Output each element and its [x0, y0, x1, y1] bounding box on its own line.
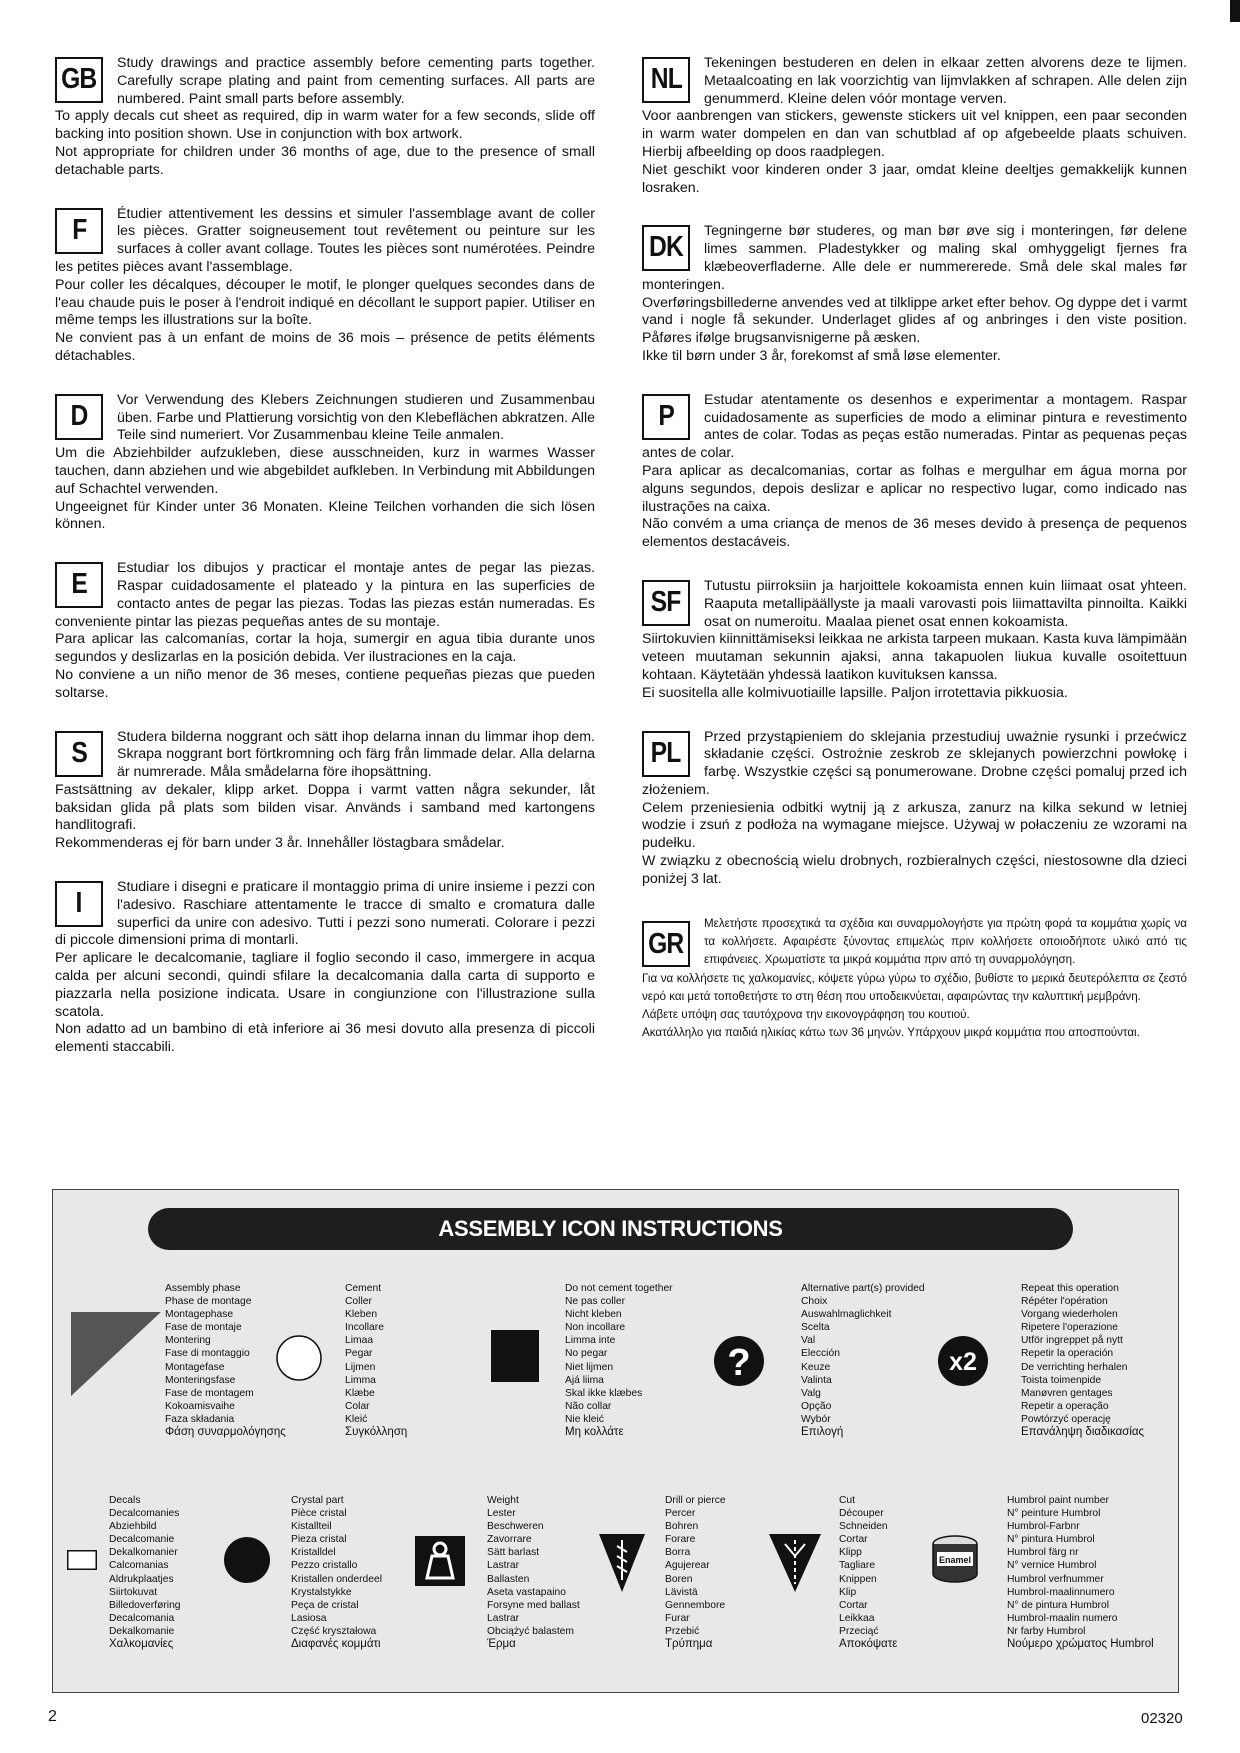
paragraph: Niet geschikt voor kinderen onder 3 jaar, omdat kleine deeltjes gemakkelijk kunnen losraken. — [642, 161, 1187, 196]
legend-repeat-operation: Repeat this operation Répéter l'opération Vorgang wiederholen Ripetere l'operazione Utför ingreppet på nytt Repetir la operación De verrichting herhalen Toista toimenpide Manøvren gentages Repetir a operação Powtórzyć operację Επανάληψη διαδικασίας — [1021, 1283, 1145, 1439]
instructions-column-left — [55, 55, 595, 1083]
legend-do-not-cement: Do not cement together Ne pas coller Nicht kleben Non incollare Limma inte No pegar Niet lijmen Ajá liima Skal ikke klæbes Não collar Nie kleić Μη κολλάτε — [565, 1283, 673, 1439]
paragraph: Vor Verwendung des Klebers Zeichnungen studieren und Zusammenbau üben. Farbe und Plattierung vorsichtig von den Klebeflächen abkratzen. Alle Teile sind numeriert. Vor Zusammenbau kleine Teile anmalen. — [117, 391, 595, 444]
lang-badge-p: P — [642, 394, 690, 440]
paragraph: Não convém a uma criança de menos de 36 meses devido à presença de pequenos elementos destacáveis. — [642, 516, 1187, 551]
legend-crystal-part: Crystal part Pièce cristal Kistallteil Pieza cristal Kristalldel Pezzo cristallo Kristallen onderdeel Krystalstykke Peça de cristal Lasiosa Część kryształowa Διαφανές κομμάτι — [291, 1495, 383, 1651]
lang-badge-nl: NL — [642, 57, 690, 103]
lang-badge-d: D — [55, 394, 103, 440]
paragraph: Λάβετε υπόψη σας ταυτόχρονα την εικονογράφηση του κουτιού. — [642, 1008, 970, 1022]
legend-cut: Cut Découper Schneiden Cortar Klipp Tagliare Knippen Klip Cortar Leikkaa Przeciąć Αποκόψατε — [839, 1495, 898, 1651]
do-not-cement-icon — [491, 1330, 539, 1382]
cut-icon — [769, 1534, 821, 1592]
paragraph: Siirtokuvien kiinnittämiseksi leikkaa ne arkista tarpeen mukaan. Kasta kuva lämpimään veteen muutaman sekunnin ajaksi, anna takapuolen liukua kuvalle osoitettuun kohtaan. Käytetään yhdessä laatikon kuvituksen kanssa. — [642, 631, 1187, 683]
legend-weight: Weight Lester Beschweren Zavorrare Sätt barlast Lastrar Ballasten Aseta vastapaino Forsyne med ballast Lastrar Obciążyć balastem Έρμα — [487, 1495, 580, 1651]
legend-alternative-parts: Alternative part(s) provided Choix Auswahlmaglichkeit Scelta Val Elección Keuze Valinta Valg Opção Wybór Επιλογή — [801, 1283, 925, 1439]
assembly-phase-icon — [71, 1312, 161, 1396]
paragraph: W związku z obecnością wielu drobnych, rozbieralnych części, niestosowne dla dzieci poniżej 3 lat. — [642, 853, 1187, 887]
lang-badge-gr: GR — [642, 921, 690, 967]
lang-badge-sf: SF — [642, 580, 690, 626]
svg-text:?: ? — [727, 1342, 751, 1384]
cement-icon — [275, 1334, 323, 1382]
decal-icon — [67, 1550, 97, 1570]
product-code: 02320 — [1141, 1710, 1183, 1727]
paragraph: Przed przystąpieniem do sklejania przestudiuj uważnie rysunki i przećwicz składanie części. Ostrożnie zeskrob ze sklejanych powierzchni powłokę i farbę. Wszystkie części są ponumerowane. Drobne części pomaluj przed ich złożeniem. — [642, 728, 1187, 798]
lang-block-nl — [642, 55, 1187, 197]
page-number: 2 — [48, 1708, 57, 1725]
paragraph: Para aplicar as decalcomanias, cortar as folhas e mergulhar em água morna por alguns segundos, depois deslizar e aplicar no respectivo lugar, como indicado nas ilustrações na caixa. — [642, 462, 1187, 515]
lang-badge-gb: GB — [55, 57, 103, 103]
paragraph: Estudar atentamente os desenhos e experimentar a montagem. Raspar cuidadosamente as superficies de modo a eliminar pintura e revestimento antes de colar. Todas as peças estão numeradas. Pintar as pequenas peças antes de colar. — [642, 391, 1187, 462]
lang-badge-pl: PL — [642, 731, 690, 777]
lang-block-i — [55, 879, 595, 1057]
lang-block-d — [55, 392, 595, 534]
paragraph: Voor aanbrengen van stickers, gewenste stickers uit vel knippen, een paar seconden in warm water dompelen en dan van schutblad af op afgebeelde plaats schuiven. Hierbij afbeelding op doos raadplegen. — [642, 108, 1187, 160]
lang-block-s — [55, 729, 595, 854]
paragraph: Ακατάλληλο για παιδιά ηλικίας κάτω των 36 μηνών. Υπάρχουν μικρά κομμάτια που αποσπούνται. — [642, 1026, 1140, 1040]
paragraph: Pour coller les décalques, découper le motif, le plonger quelques secondes dans de l'eau chaude puis le poser à l'endroit indiqué en décollant le support papier. Utiliser en même temps les illustrations sur la boîte. — [55, 276, 595, 329]
lang-block-dk — [642, 223, 1187, 365]
lang-badge-e: E — [55, 562, 103, 608]
legend-drill-or-pierce: Drill or pierce Percer Bohren Forare Borra Agujerear Boren Lävistä Gennembore Furar Przebić Τρύπημα — [665, 1495, 726, 1651]
paragraph: Ungeeignet für Kinder unter 36 Monaten. Kleine Teilchen vorhanden die sich lösen können. — [55, 498, 595, 533]
paragraph: Overføringsbillederne anvendes ved at tilklippe arket efter behov. Og dyppe det i varmt vand i nogle få sekunder. Underlaget glides af og anbringes i den viste position. Påføres ifølge brugsanvisnigerne på æsken. — [642, 294, 1187, 347]
repeat-x2-icon — [937, 1335, 989, 1387]
drill-icon — [599, 1534, 645, 1592]
paragraph: Για να κολλήσετε τις χαλκομανίες, κόψετε γύρω γύρω το σχέδιο, βυθίστε το μερικά δευτερόλεπτα σε ζεστό νερό και μετά τοποθετήστε το στη θέση που υποδεικνύεται, αφαιρώντας την καλυπτική μεμβράνη. — [642, 971, 1187, 1003]
lang-badge-s: S — [55, 731, 103, 777]
lang-block-gb — [55, 55, 595, 180]
paragraph: Studera bilderna noggrant och sätt ihop delarna innan du limmar ihop dem. Skrapa noggrant bort förtkromning och färg från limmade delar. Alla delarna är numrerade. Måla smådelarna före ihopsättning. — [117, 728, 595, 781]
paragraph: Ne convient pas à un enfant de moins de 36 mois – présence de petits éléments détachables. — [55, 330, 595, 364]
paragraph: Celem przeniesienia odbitki wytnij ją z arkusza, zanurz na kilka sekund w letniej wodzie i zsuń z podłoża na wymagane miejsce. Używaj w połaczeniu ze wzorami na pudełku. — [642, 799, 1187, 852]
paragraph: Étudier attentivement les dessins et simuler l'assemblage avant de coller les pièces. Gratter soigneusement tout revêtement ou peinture sur les surfaces à coller avant collage. Toutes les pièces sont numérotées. Peindre les petites pièces avant l'assemblage. — [55, 205, 595, 275]
paragraph: Estudiar los dibujos y practicar el montaje antes de pegar las piezas. Raspar cuidadosamente el plateado y la pintura en las superficies de contacto antes de pegar las piezas. Todas las piezas están numeradas. Es conveniente pintar las piezas pequeñas antes de su montaje. — [55, 560, 595, 630]
paragraph: To apply decals cut sheet as required, dip in warm water for a few seconds, slide off backing into position shown. Use in conjunction with box artwork. — [55, 108, 595, 143]
paint-tin-label: Enamel — [938, 1555, 972, 1565]
paragraph: Study drawings and practice assembly before cementing parts together. Carefully scrape plating and paint from cementing surfaces. All parts are numbered. Paint small parts before assembly. — [117, 55, 595, 107]
paragraph: Para aplicar las calcomanías, cortar la hoja, sumergir en agua tibia durante unos segundos y deslizarlas en la posición debida. Ver ilustraciones en la caja. — [55, 631, 595, 666]
paragraph: Ei suositella alle kolmivuotiaille lapsille. Paljon irrotettavia pikkuosia. — [642, 684, 1068, 701]
paragraph: Tutustu piirroksiin ja harjoittele kokoamista ennen kuin liimaat osat yhteen. Raaputa metallipäällyste ja maali varovasti pois liimattavilta pinnoilta. Kaikki osat on numeroitu. Maalaa pienet osat ennen kokoamista. — [704, 577, 1187, 630]
lang-badge-i: I — [55, 881, 103, 927]
paragraph: Tekeningen bestuderen en delen in elkaar zetten alvorens deze te lijmen. Metaalcoating en lak voorzichtig van lijmvlakken af schrapen. Alle delen zijn genummerd. Kleine delen vóór montage verven. — [704, 55, 1187, 107]
assembly-icon-panel — [52, 1189, 1179, 1693]
legend-humbrol-paint: Humbrol paint number N° peinture Humbrol Humbrol-Farbnr N° pintura Humbrol Humbrol färg nr N° vernice Humbrol Humbrol verfnummer Humbrol-maalinnumero N° de pintura Humbrol Humbrol-maalin numero Nr farby Humbrol Νούμερο χρώματος Humbrol — [1007, 1495, 1154, 1651]
paragraph: Studiare i disegni e praticare il montaggio prima di unire insieme i pezzi con l'adesivo. Raschiare attentamente le tracce di smalto e cromatura dalle superfici da unire con adesivo. Tutti i pezzi sono numerati. Colorare i pezzi di piccole dimensioni prima di montarli. — [55, 879, 595, 949]
lang-block-pl — [642, 729, 1187, 889]
paragraph: Non adatto ad un bambino di età inferiore ai 36 mesi dovuto alla presenza di piccoli elementi staccabili. — [55, 1021, 595, 1056]
paragraph: Um die Abziehbilder aufzukleben, diese ausschneiden, kurz in warmes Wasser tauchen, dann abziehen und wie abgebildet aufkleben. In Verbindung mit Abbildungen auf Schachtel verwenden. — [55, 445, 595, 497]
paragraph: Tegningerne bør studeres, og man bør øve sig i monteringen, før delene limes sammen. Pladestykker og maling skal omhyggeligt fjernes fra klæbeoverfladerne. Alle dele er nummererede. Små dele skal males før monteringen. — [642, 223, 1187, 293]
panel-title: ASSEMBLY ICON INSTRUCTIONS — [148, 1208, 1073, 1250]
crystal-part-icon — [223, 1536, 271, 1584]
lang-block-p — [642, 392, 1187, 552]
paragraph: Μελετήστε προσεχτικά τα σχέδια και συναρμολογήστε για πρώτη φορά τα κομμάτια χωρίς να τα κολλήσετε. Αφαιρέστε ξύνοντας επιμελώς πριν κολλήσετε οποιοδήποτε υλικό από τις επιφάνειες. Χρωματίστε τα μικρά κομμάτια πριν από τη συναρμολόγηση. — [704, 916, 1187, 967]
legend-decals: Decals Decalcomanies Abziehbild Decalcomanie Dekalkomanier Calcomanias Aldrukplaatjes Siirtokuvat Billedoverføring Decalcomania Dekalkomanie Χαλκομανίες — [109, 1495, 181, 1651]
lang-block-f — [55, 206, 595, 366]
repeat-badge-text: x2 — [949, 1348, 977, 1376]
question-mark-icon — [713, 1335, 765, 1387]
lang-block-sf — [642, 578, 1187, 703]
paragraph: No conviene a un niño menor de 36 meses, contiene pequeñas piezas que pueden soltarse. — [55, 666, 595, 701]
lang-block-e — [55, 560, 595, 702]
lang-badge-f: F — [55, 208, 103, 254]
weight-icon — [415, 1536, 465, 1586]
crop-mark — [1230, 0, 1240, 22]
legend-cement: Cement Coller Kleben Incollare Limaa Pegar Lijmen Limma Klæbe Colar Kleić Συγκόλληση — [345, 1283, 408, 1439]
paragraph: Ikke til børn under 3 år, forekomst af små løse elementer. — [642, 347, 1001, 364]
paragraph: Not appropriate for children under 36 months of age, due to the presence of small detachable parts. — [55, 143, 595, 178]
legend-assembly-phase: Assembly phase Phase de montage Montagephase Fase de montaje Montering Fase di montaggio Montagefase Monteringsfase Fase de montagem Kokoamisvaihe Faza składania Φάση συναρμολόγησης — [165, 1283, 286, 1439]
paragraph: Per aplicare le decalcomanie, tagliare il foglio secondo il caso, immergere in acqua calda per alcuni secondi, quindi sfilare la decalcomania dalla carta di supporto e piazzarla nella posizione indicata. Usare in congiunzione con l'illustrazione sulla scatola. — [55, 950, 595, 1020]
lang-badge-dk: DK — [642, 225, 690, 271]
paragraph: Rekommenderas ej för barn under 3 år. Innehåller löstagbara smådelar. — [55, 835, 505, 852]
paint-tin-icon — [931, 1534, 979, 1586]
lang-block-gr — [642, 915, 1187, 1043]
paragraph: Fastsättning av dekaler, klipp arket. Doppa i varmt vatten några sekunder, låt baksidan glida på plats som bilden visar. Används i samband med kartongens handlitografi. — [55, 781, 595, 834]
instructions-column-right — [642, 55, 1187, 1069]
